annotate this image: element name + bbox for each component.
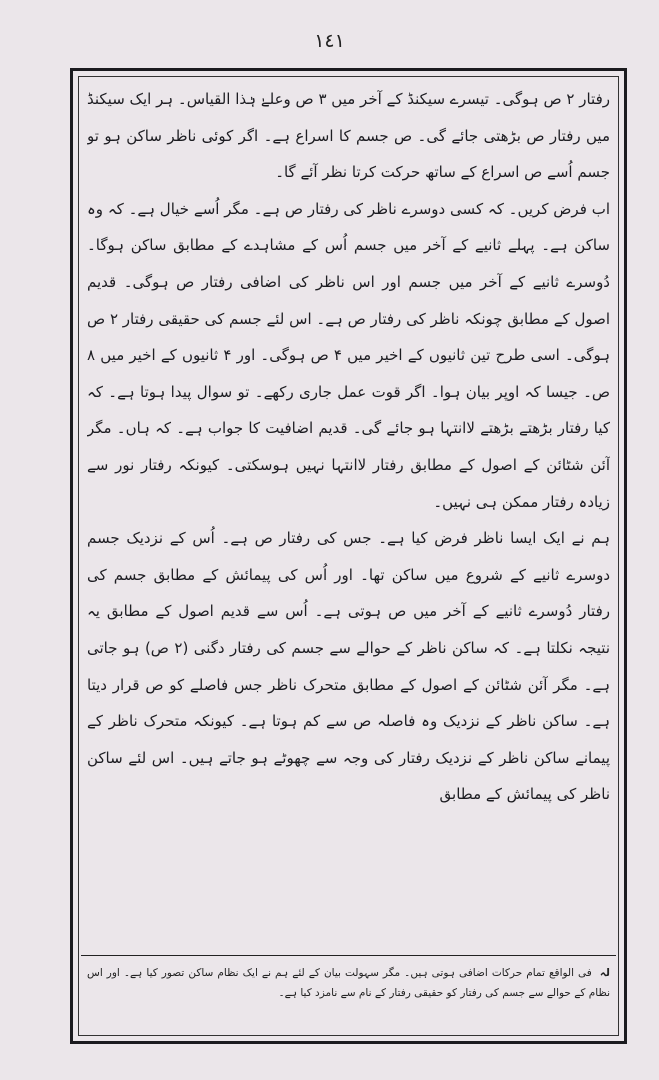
page-frame (70, 68, 627, 1044)
footnote-marker: لہ (599, 967, 610, 979)
paragraph: رفتار ۲ ص ہوگی۔ تیسرے سیکنڈ کے آخر میں ۳ ص وعلےٰ ہٰذا القیاس۔ ہر ایک سیکنڈ میں رفتار ص بڑھتی جائے گی۔ ص جسم کا اسراع ہے۔ اگر کوئی ناظر ساکن ہو تو جسم اُسے ص اسراع کے ساتھ حرکت کرتا نظر آئے گا۔ (87, 90, 610, 182)
paragraph: اب فرض کریں۔ کہ کسی دوسرے ناظر کی رفتار ص ہے۔ مگر اُسے خیال ہے۔ کہ وہ ساکن ہے۔ پہلے ثانیے کے آخر میں جسم اُس کے مشاہدے کے مطابق ساکن ہوگا۔ دُوسرے ثانیے کے آخر میں جسم اور اس ناظر کی اضافی رفتار ص ہوگی۔ قدیم اصول کے مطابق چونکہ ناظر کی رفتار ص ہے۔ اس لئے جسم کی حقیقی رفتار ۲ ص ہوگی۔ اسی طرح تین ثانیوں کے اخیر میں ۴ ص ہوگی۔ اور ۴ ثانیوں کے اخیر میں ۸ ص۔ جیسا کہ اوپر بیان ہوا۔ اگر قوت عمل جاری رکھے۔ تو سوال پیدا ہوتا ہے۔ کہ کیا رفتار بڑھتے بڑھتے لاانتہا ہو جائے گی۔ قدیم اضافیت کا جواب ہے۔ کہ ہاں۔ مگر آئن شٹائن کے اصول کے مطابق رفتار لاانتہا نہیں ہوسکتی۔ کیونکہ رفتار نور سے زیادہ رفتار ممکن ہی نہیں۔ (87, 199, 610, 511)
footnote-text: فی الواقع تمام حرکات اضافی ہوتی ہیں۔ مگر سہولت بیان کے لئے ہم نے ایک نظام ساکن تصور کیا ہے۔ اور اس نظام کے حوالے سے جسم کی رفتار کو حقیقی رفتار کے نام سے نامزد کیا ہے۔ (87, 967, 610, 999)
footnote (87, 963, 610, 1023)
body-text (87, 81, 610, 939)
footnote-divider (81, 955, 616, 956)
page-number: ١٤١ (314, 30, 345, 52)
paragraph: ہم نے ایک ایسا ناظر فرض کیا ہے۔ جس کی رفتار ص ہے۔ اُس کے نزدیک جسم دوسرے ثانیے کے شروع میں ساکن تھا۔ اور اُس کی پیمائش کے مطابق جسم کی رفتار دُوسرے ثانیے کے آخر میں ص ہوتی ہے۔ اُس سے قدیم اصول کے مطابق یہ نتیجہ نکلتا ہے۔ کہ ساکن ناظر کے حوالے سے جسم کی رفتار دگنی (۲ ص) ہو جاتی ہے۔ مگر آئن شٹائن کے اصول کے مطابق متحرک ناظر جس فاصلے کو ص قرار دیتا ہے۔ ساکن ناظر کے نزدیک وہ فاصلہ ص سے کم ہوتا ہے۔ کیونکہ متحرک ناظر کے پیمانے ساکن ناظر کے نزدیک رفتار کی وجہ سے چھوٹے ہو جاتے ہیں۔ اس لئے ساکن ناظر کی پیمائش کے مطابق (87, 529, 610, 804)
